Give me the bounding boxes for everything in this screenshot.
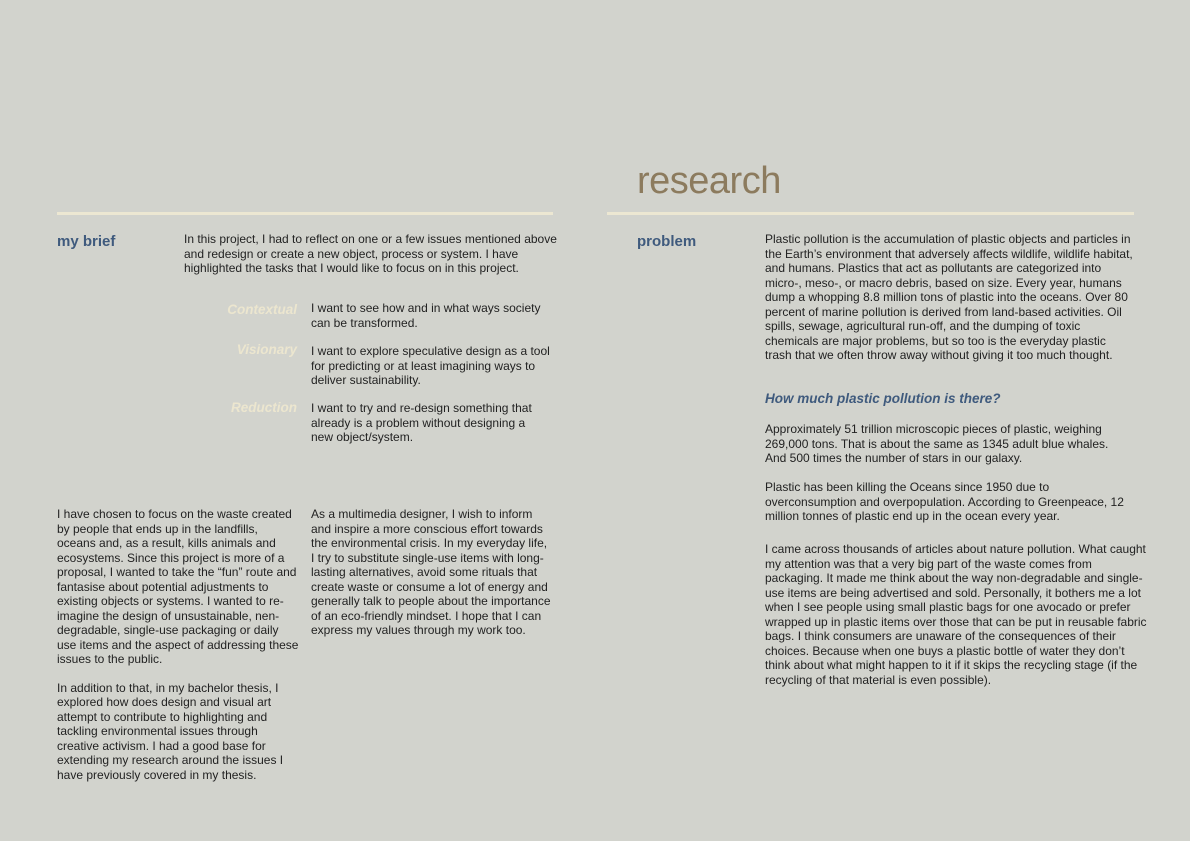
task-label-reduction: Reduction bbox=[231, 400, 297, 415]
left-divider bbox=[57, 212, 553, 215]
problem-paragraph-1: Plastic pollution is the accumulation of plastic objects and particles in the Earth’s environment that adversely affects wildlife, wildlife habitat, and humans. Plastics that act as pollutants are categorized into micro-, meso-, or macro debris, based on size. Every year, humans dump a whopping 8.8 million tons of plastic into the oceans. Over 80 percent of marine pollution is derived from land-based activities. Oil spills, sewage, agricultural run-off, and the dumping of toxic chemicals are major problems, but so too is the everyday plastic trash that we often throw away without giving it too much thought. bbox=[765, 232, 1133, 362]
problem-heading: problem bbox=[637, 233, 697, 250]
brief-col1-paragraph-1: I have chosen to focus on the waste created by people that ends up in the landfills, oceans and, as a result, kills animals and ecosystems. Since this project is more of a proposal, I wanted to take the “fun” route and fantasise about potential adjustments to existing objects or systems. I wanted to re-imagine the design of unsustainable, nen-degradable, single-use packaging or daily use items and the aspect of addressing these issues to the public. bbox=[57, 507, 299, 666]
problem-paragraph-3: Plastic has been killing the Oceans since 1950 due to overconsumption and overpopulation. According to Greenpeace, 12 million tonnes of plastic end up in the ocean every year. bbox=[765, 480, 1124, 523]
task-text-visionary: I want to explore speculative design as a tool for predicting or at least imagining ways to deliver sustainability. bbox=[311, 344, 550, 387]
problem-subheading: How much plastic pollution is there? bbox=[765, 391, 1001, 406]
brief-intro: In this project, I had to reflect on one or a few issues mentioned above and redesign or create a new object, process or system. I have highlighted the tasks that I would like to focus on in this project. bbox=[184, 232, 557, 275]
brief-col1-paragraph-2: In addition to that, in my bachelor thesis, I explored how does design and visual art attempt to contribute to highlighting and tackling environmental issues through creative activism. I had a good base for extending my research around the issues I have previously covered in my thesis. bbox=[57, 680, 284, 782]
brief-heading: my brief bbox=[57, 233, 116, 250]
right-divider bbox=[607, 212, 1134, 215]
problem-paragraph-4: I came across thousands of articles about nature pollution. What caught my attention was that a very big part of the waste comes from packaging. It made me think about the way non-degradable and single-use items are being advertised and sold. Personally, it bothers me a lot when I see people using small plastic bags for one avocado or prefer wrapped up in plastic items over those that can be put in reusable fabric bags. I think consumers are unaware of the consequences of their choices. Because when one buys a plastic bottle of water they don’t think about what might happen to it if it skips the recycling stage (if the recycling of that material is even possible). bbox=[765, 542, 1147, 687]
page-title: research bbox=[637, 160, 781, 202]
task-label-visionary: Visionary bbox=[236, 342, 297, 357]
brief-column-2 bbox=[311, 507, 551, 652]
task-text-reduction: I want to try and re-design something that already is a problem without designing a new object/system. bbox=[311, 401, 532, 444]
brief-col2-paragraph-1: As a multimedia designer, I wish to inform and inspire a more conscious effort towards the environmental crisis. In my everyday life, I try to substitute single-use items with long-lasting alternatives, avoid some rituals that create waste or consume a lot of energy and generally talk to people about the importance of an eco-friendly mindset. I hope that I can express my values through my work too. bbox=[311, 507, 551, 637]
brief-column-1 bbox=[57, 507, 299, 796]
task-text-contextual: I want to see how and in what ways society can be transformed. bbox=[311, 301, 541, 330]
task-label-contextual: Contextual bbox=[227, 302, 297, 317]
problem-paragraph-2: Approximately 51 trillion microscopic pieces of plastic, weighing 269,000 tons. That is about the same as 1345 adult blue whales. And 500 times the number of stars in our galaxy. bbox=[765, 422, 1109, 465]
